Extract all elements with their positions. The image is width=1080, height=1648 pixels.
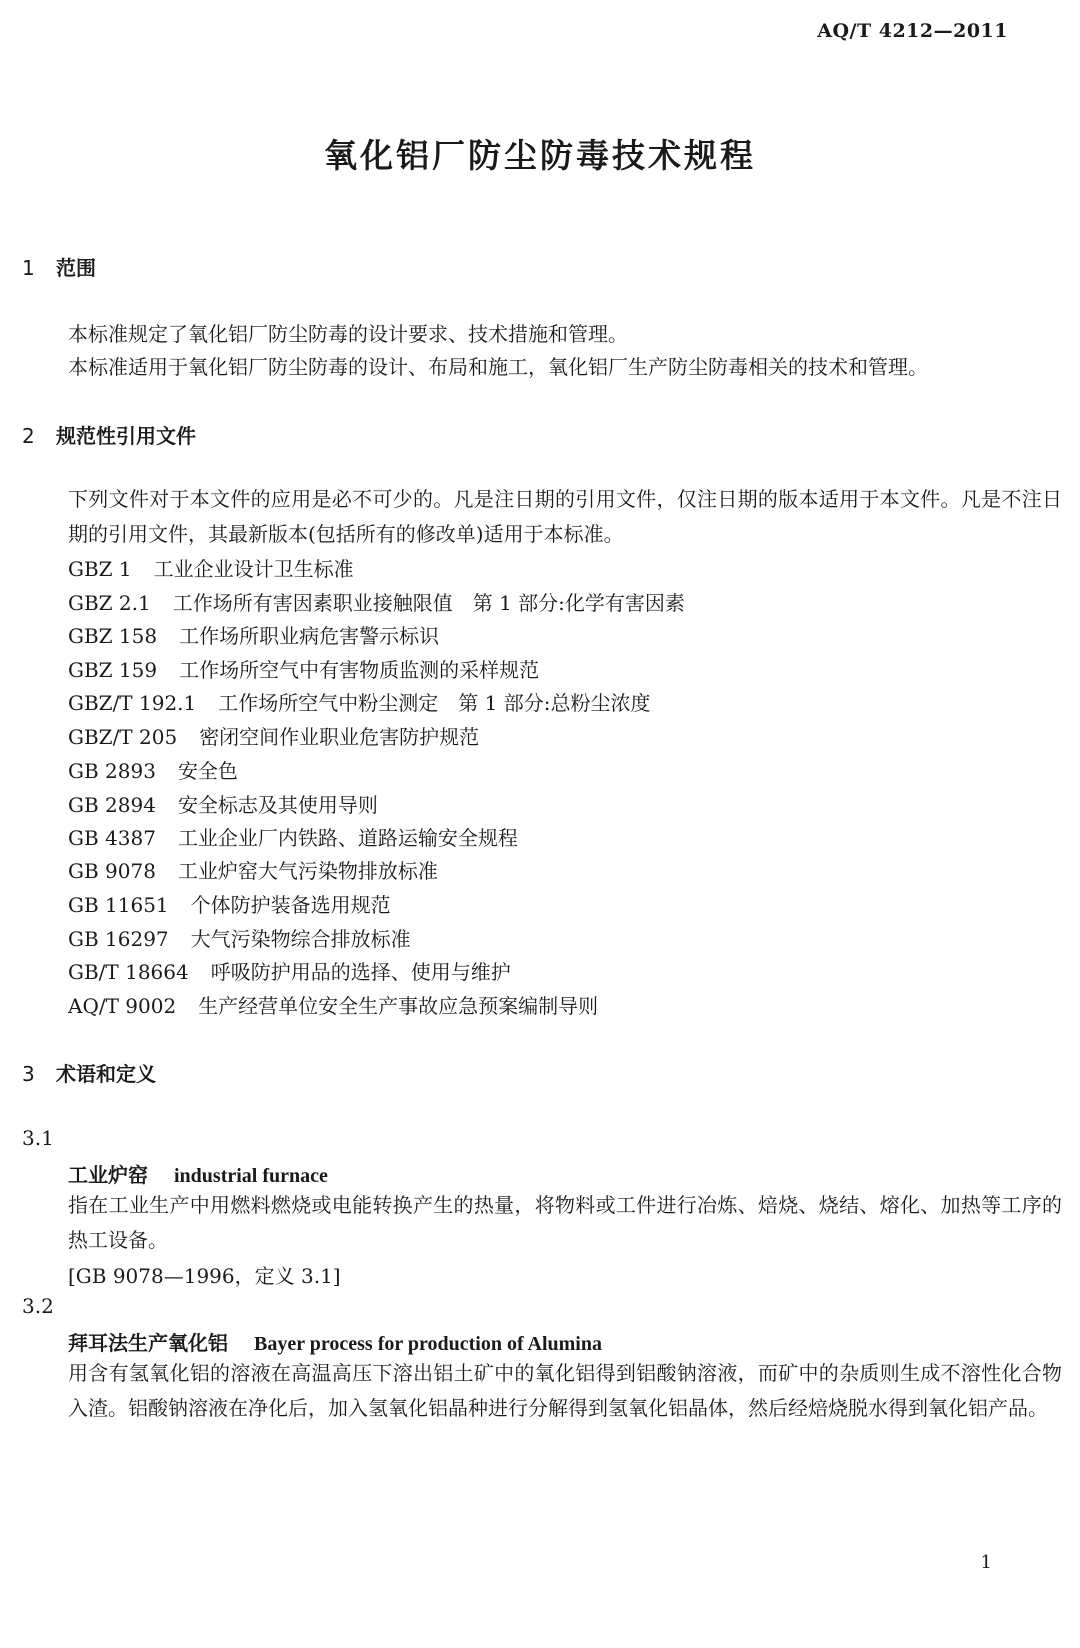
reference-title: 工作场所职业病危害警示标识 xyxy=(179,624,440,648)
reference-title: 工作场所空气中有害物质监测的采样规范 xyxy=(179,658,540,682)
reference-item xyxy=(68,553,354,582)
standard-code: AQ/T 4212—2011 xyxy=(817,20,1008,42)
reference-title: 工作场所空气中粉尘测定 第 1 部分:总粉尘浓度 xyxy=(218,691,651,715)
reference-title: 工作场所有害因素职业接触限值 第 1 部分:化学有害因素 xyxy=(172,591,685,615)
reference-code: GBZ 1 xyxy=(68,557,132,581)
reference-code: GBZ 159 xyxy=(68,658,158,682)
reference-code: GBZ/T 205 xyxy=(68,725,178,749)
reference-code: GBZ 2.1 xyxy=(68,591,151,615)
reference-code: GBZ 158 xyxy=(68,624,158,648)
reference-title: 大气污染物综合排放标准 xyxy=(190,927,411,951)
reference-item xyxy=(68,923,411,952)
term-chinese: 工业炉窑 xyxy=(68,1163,148,1187)
reference-code: AQ/T 9002 xyxy=(68,994,177,1018)
page-number: 1 xyxy=(980,1552,992,1573)
reference-code: GB 16297 xyxy=(68,927,169,951)
section-3-heading xyxy=(22,1058,156,1087)
term-definition: 用含有氢氧化铝的溶液在高温高压下溶出铝土矿中的氧化铝得到铝酸钠溶液，而矿中的杂质则生成不溶性化合物入渣。铝酸钠溶液在净化后，加入氢氧化铝晶种进行分解得到氢氧化铝晶体，然后经焙烧脱水得到氧化铝产品。 xyxy=(68,1361,1062,1420)
term-chinese: 拜耳法生产氧化铝 xyxy=(68,1331,228,1355)
reference-item xyxy=(68,620,439,649)
reference-title: 呼吸防护用品的选择、使用与维护 xyxy=(210,960,511,984)
reference-item xyxy=(68,855,438,884)
reference-item xyxy=(68,654,539,683)
reference-title: 工业炉窑大气污染物排放标准 xyxy=(177,859,438,883)
section-number: 2 xyxy=(22,424,35,448)
scope-paragraph-2: 本标准适用于氧化铝厂防尘防毒的设计、布局和施工，氧化铝厂生产防尘防毒相关的技术和管理。 xyxy=(68,355,928,379)
reference-code: GB/T 18664 xyxy=(68,960,189,984)
reference-item xyxy=(68,721,479,750)
reference-title: 个体防护装备选用规范 xyxy=(190,893,391,917)
term-definition: 指在工业生产中用燃料燃烧或电能转换产生的热量，将物料或工件进行冶炼、焙烧、烧结、熔化、加热等工序的热工设备。 xyxy=(68,1193,1062,1252)
term-heading xyxy=(68,1327,602,1356)
section-number: 1 xyxy=(22,256,35,280)
section-number: 3 xyxy=(22,1062,35,1086)
reference-code: GB 2893 xyxy=(68,759,156,783)
term-number: 3.2 xyxy=(22,1294,54,1318)
section-1-heading xyxy=(22,252,96,281)
reference-item xyxy=(68,956,511,985)
reference-code: GB 9078 xyxy=(68,859,156,883)
normative-references-intro: 下列文件对于本文件的应用是必不可少的。凡是注日期的引用文件，仅注日期的版本适用于本文件。凡是不注日期的引用文件，其最新版本(包括所有的修改单)适用于本标准。 xyxy=(68,487,1062,546)
reference-code: GB 11651 xyxy=(68,893,169,917)
reference-item xyxy=(68,990,598,1019)
reference-item xyxy=(68,755,238,784)
term-source: [GB 9078—1996，定义 3.1] xyxy=(68,1264,341,1288)
reference-code: GBZ/T 192.1 xyxy=(68,691,197,715)
document-title: 氧化铝厂防尘防毒技术规程 xyxy=(324,136,756,175)
scope-paragraph-1: 本标准规定了氧化铝厂防尘防毒的设计要求、技术措施和管理。 xyxy=(68,322,628,346)
reference-title: 安全色 xyxy=(177,759,238,783)
reference-title: 工业企业设计卫生标准 xyxy=(153,557,354,581)
section-title: 范围 xyxy=(56,256,96,280)
term-heading xyxy=(68,1159,328,1188)
reference-title: 密闭空间作业职业危害防护规范 xyxy=(199,725,480,749)
section-2-heading xyxy=(22,420,196,449)
reference-item xyxy=(68,789,378,818)
term-english: industrial furnace xyxy=(174,1165,328,1187)
section-title: 规范性引用文件 xyxy=(56,424,196,448)
reference-item xyxy=(68,687,650,716)
reference-code: GB 2894 xyxy=(68,793,156,817)
reference-title: 工业企业厂内铁路、道路运输安全规程 xyxy=(177,826,518,850)
reference-title: 安全标志及其使用导则 xyxy=(177,793,378,817)
reference-item xyxy=(68,889,391,918)
reference-title: 生产经营单位安全生产事故应急预案编制导则 xyxy=(198,994,599,1018)
reference-item xyxy=(68,587,685,616)
reference-item xyxy=(68,822,518,851)
term-number: 3.1 xyxy=(22,1126,54,1150)
term-english: Bayer process for production of Alumina xyxy=(254,1333,602,1355)
reference-code: GB 4387 xyxy=(68,826,156,850)
section-title: 术语和定义 xyxy=(56,1062,156,1086)
